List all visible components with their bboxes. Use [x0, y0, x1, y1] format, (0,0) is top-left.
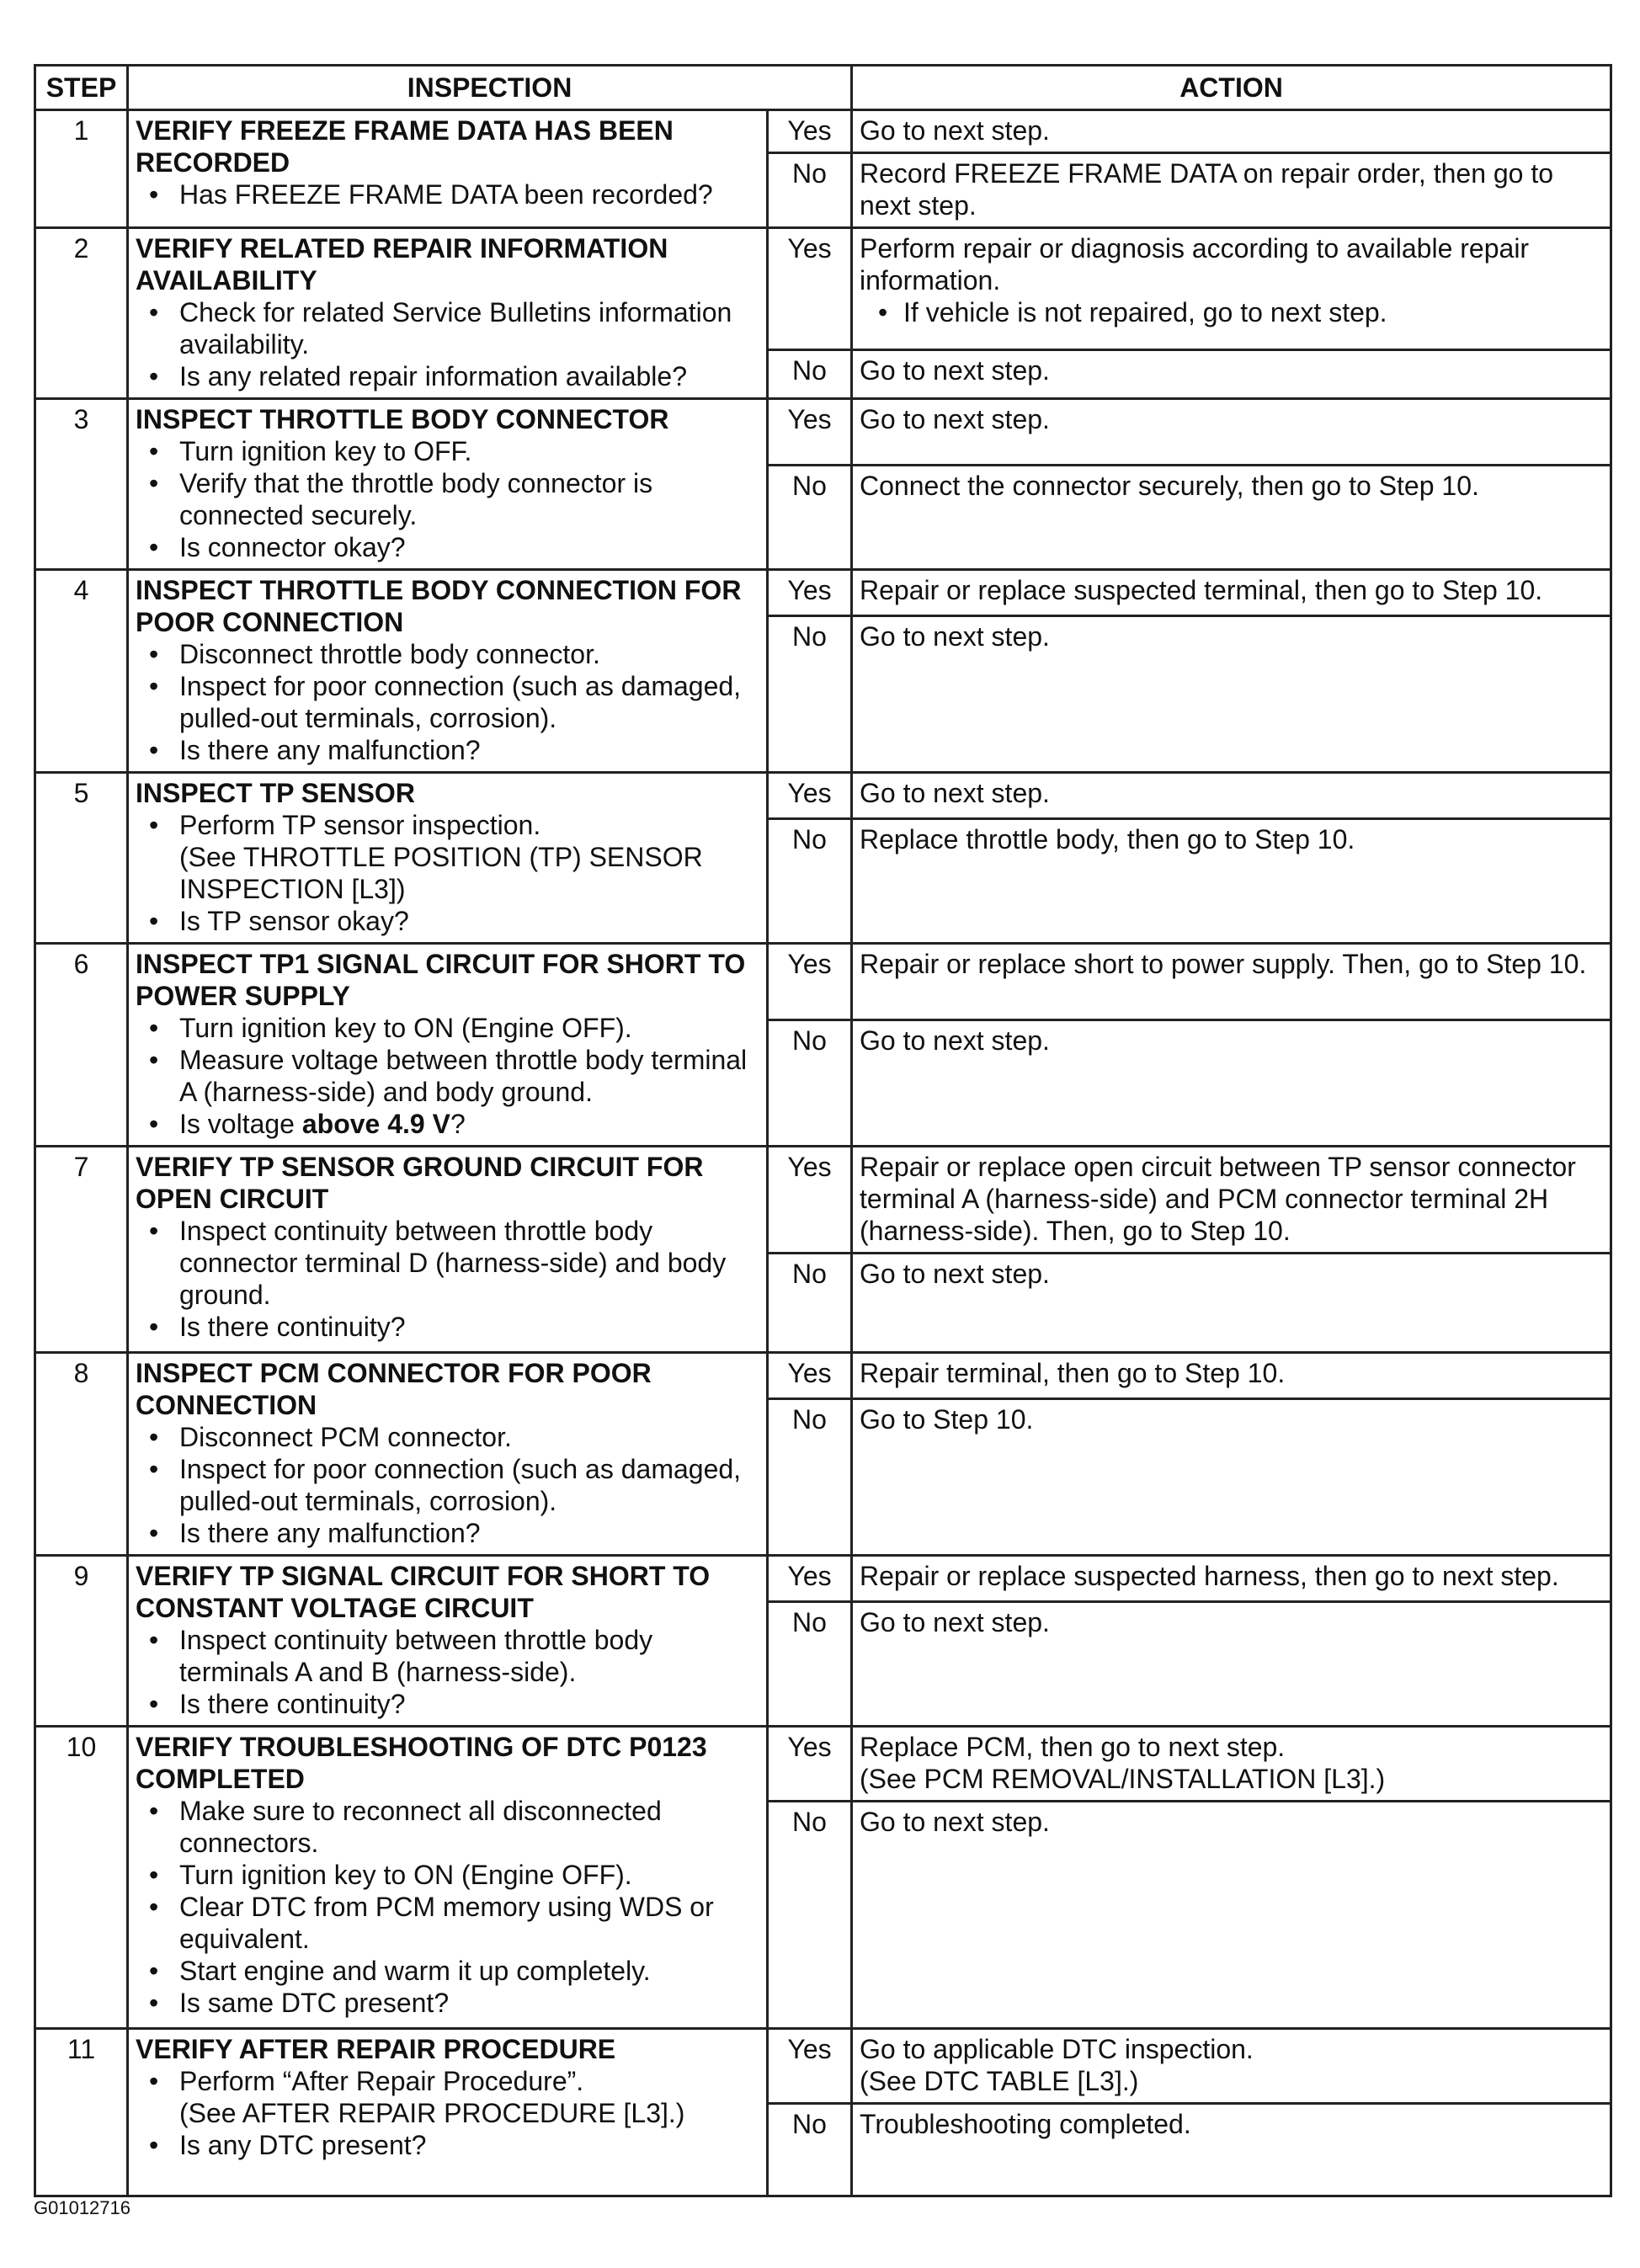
inspection-cell: [128, 110, 768, 228]
yes-action-cell: [852, 1727, 1611, 1802]
inspection-bullet: • Make sure to reconnect all disconnected connectors.: [179, 1795, 759, 1859]
inspection-cell: [128, 399, 768, 570]
step-number: 9: [35, 1556, 128, 1727]
step-number: 2: [35, 228, 128, 399]
inspection-bullet: • Is there any malfunction?: [179, 734, 759, 766]
yes-action: Repair or replace open circuit between TP sensor connector terminal A (harness-side) and PCM connector terminal 2H (harness-side). Then, go to Step 10.: [852, 1147, 1611, 1254]
inspection-bullets: [136, 1624, 759, 1720]
inspection-title: INSPECT THROTTLE BODY CONNECTOR: [136, 404, 669, 434]
yes-action: Go to applicable DTC inspection.: [860, 2034, 1254, 2064]
yes-label: Yes: [768, 570, 852, 616]
yes-action-cell: [852, 228, 1611, 350]
inspection-bullet: • Turn ignition key to ON (Engine OFF).: [179, 1012, 759, 1044]
inspection-title: VERIFY AFTER REPAIR PROCEDURE: [136, 2034, 616, 2064]
no-label: No: [768, 1399, 852, 1556]
inspection-reference: (See THROTTLE POSITION (TP) SENSOR INSPECTION [L3]): [179, 842, 703, 904]
inspection-cell: [128, 944, 768, 1147]
no-action: Go to next step.: [852, 1602, 1611, 1727]
step-row-yes: [35, 944, 1611, 1020]
inspection-bullet: • Is same DTC present?: [179, 1987, 759, 2019]
yes-label: Yes: [768, 110, 852, 153]
inspection-bullet: • Perform TP sensor inspection.: [179, 809, 759, 841]
inspection-title: VERIFY TROUBLESHOOTING OF DTC P0123 COMPLETED: [136, 1732, 707, 1794]
step-row-yes: [35, 399, 1611, 466]
step-number: 8: [35, 1353, 128, 1556]
inspection-title: VERIFY RELATED REPAIR INFORMATION AVAILABILITY: [136, 233, 668, 295]
step-number: 4: [35, 570, 128, 773]
step-row-yes: [35, 2029, 1611, 2104]
no-label: No: [768, 616, 852, 773]
no-action: Record FREEZE FRAME DATA on repair order, then go to next step.: [852, 153, 1611, 228]
yes-action-cell: [852, 2029, 1611, 2104]
figure-code: G01012716: [34, 2197, 130, 2218]
yes-action: Go to next step.: [852, 110, 1611, 153]
inspection-bullet: [179, 1108, 759, 1140]
no-label: No: [768, 1602, 852, 1727]
inspection-bullet: • Is any related repair information available?: [179, 360, 759, 392]
yes-label: Yes: [768, 1727, 852, 1802]
inspection-cell: [128, 1727, 768, 2029]
yes-label: Yes: [768, 228, 852, 350]
question-threshold: above 4.9 V: [301, 1109, 450, 1139]
no-label: No: [768, 1020, 852, 1147]
inspection-bullet: • Inspect continuity between throttle body connector terminal D (harness-side) and body ground.: [179, 1215, 759, 1311]
step-number: 6: [35, 944, 128, 1147]
inspection-bullet: • Turn ignition key to OFF.: [179, 435, 759, 467]
yes-action-reference: (See PCM REMOVAL/INSTALLATION [L3].): [860, 1764, 1386, 1794]
step-number: 7: [35, 1147, 128, 1353]
yes-action: Repair or replace suspected harness, then go to next step.: [852, 1556, 1611, 1602]
no-action: Go to next step.: [852, 1254, 1611, 1353]
inspection-bullets: [136, 2065, 759, 2161]
inspection-bullet: • Inspect continuity between throttle body terminals A and B (harness-side).: [179, 1624, 759, 1688]
no-label: No: [768, 153, 852, 228]
no-action: Replace throttle body, then go to Step 10.: [852, 819, 1611, 944]
no-action: Connect the connector securely, then go to Step 10.: [852, 466, 1611, 570]
step-row-yes: [35, 1556, 1611, 1602]
inspection-bullet: • Is there continuity?: [179, 1688, 759, 1720]
inspection-reference: (See AFTER REPAIR PROCEDURE [L3].): [179, 2098, 685, 2128]
step-row-yes: [35, 570, 1611, 616]
step-number: 5: [35, 773, 128, 944]
inspection-bullets: [136, 1215, 759, 1343]
inspection-cell: [128, 1353, 768, 1556]
step-row-yes: [35, 773, 1611, 819]
no-label: No: [768, 2104, 852, 2196]
inspection-cell: [128, 570, 768, 773]
no-label: No: [768, 466, 852, 570]
yes-action-reference: (See DTC TABLE [L3].): [860, 2066, 1139, 2096]
yes-action: Repair or replace suspected terminal, then go to Step 10.: [852, 570, 1611, 616]
inspection-bullet: • Turn ignition key to ON (Engine OFF).: [179, 1859, 759, 1891]
inspection-title: INSPECT TP SENSOR: [136, 778, 415, 808]
step-row-yes: [35, 110, 1611, 153]
yes-label: Yes: [768, 944, 852, 1020]
inspection-bullet: • Is there any malfunction?: [179, 1517, 759, 1549]
inspection-cell: [128, 773, 768, 944]
inspection-bullet: • Measure voltage between throttle body terminal A (harness-side) and body ground.: [179, 1044, 759, 1108]
yes-action: Perform repair or diagnosis according to available repair information.: [860, 233, 1530, 295]
inspection-bullet: • Is connector okay?: [179, 531, 759, 563]
no-label: No: [768, 1254, 852, 1353]
inspection-bullet: • Inspect for poor connection (such as damaged, pulled-out terminals, corrosion).: [179, 1453, 759, 1517]
no-action: Troubleshooting completed.: [852, 2104, 1611, 2196]
step-number: 10: [35, 1727, 128, 2029]
inspection-bullet: • Check for related Service Bulletins information availability.: [179, 296, 759, 360]
no-action: Go to next step.: [852, 349, 1611, 398]
inspection-cell: [128, 1556, 768, 1727]
step-number: 11: [35, 2029, 128, 2196]
inspection-bullet: • Has FREEZE FRAME DATA been recorded?: [179, 178, 759, 210]
inspection-title: VERIFY FREEZE FRAME DATA HAS BEEN RECORDED: [136, 115, 674, 178]
no-action: Go to next step.: [852, 1020, 1611, 1147]
no-action: Go to Step 10.: [852, 1399, 1611, 1556]
yes-label: Yes: [768, 2029, 852, 2104]
no-action: Go to next step.: [852, 616, 1611, 773]
step-number: 1: [35, 110, 128, 228]
yes-action: Repair or replace short to power supply. Then, go to Step 10.: [852, 944, 1611, 1020]
header-inspection: INSPECTION: [128, 66, 852, 110]
inspection-bullet: • Disconnect throttle body connector.: [179, 638, 759, 670]
inspection-bullet: • Verify that the throttle body connector is connected securely.: [179, 467, 759, 531]
inspection-title: INSPECT TP1 SIGNAL CIRCUIT FOR SHORT TO POWER SUPPLY: [136, 949, 746, 1011]
inspection-bullets: [136, 1012, 759, 1140]
step-number: 3: [35, 399, 128, 570]
inspection-title: INSPECT PCM CONNECTOR FOR POOR CONNECTION: [136, 1358, 652, 1420]
no-label: No: [768, 349, 852, 398]
inspection-cell: [128, 1147, 768, 1353]
yes-label: Yes: [768, 1556, 852, 1602]
step-row-yes: [35, 1147, 1611, 1254]
inspection-title: VERIFY TP SENSOR GROUND CIRCUIT FOR OPEN CIRCUIT: [136, 1152, 704, 1214]
yes-label: Yes: [768, 1353, 852, 1399]
question-suffix: ?: [450, 1109, 466, 1139]
yes-action: Go to next step.: [852, 773, 1611, 819]
question-prefix: Is voltage: [179, 1109, 302, 1139]
yes-label: Yes: [768, 399, 852, 466]
inspection-bullets: [136, 1421, 759, 1549]
inspection-title: INSPECT THROTTLE BODY CONNECTION FOR POOR CONNECTION: [136, 575, 742, 637]
yes-action: Replace PCM, then go to next step.: [860, 1732, 1286, 1762]
step-row-yes: [35, 1353, 1611, 1399]
no-action: Go to next step.: [852, 1802, 1611, 2029]
inspection-title: VERIFY TP SIGNAL CIRCUIT FOR SHORT TO CONSTANT VOLTAGE CIRCUIT: [136, 1561, 711, 1623]
inspection-bullet: • Inspect for poor connection (such as damaged, pulled-out terminals, corrosion).: [179, 670, 759, 734]
inspection-bullets: [136, 178, 759, 210]
yes-action-sub: • If vehicle is not repaired, go to next step.: [903, 296, 1603, 328]
step-row-yes: [35, 1727, 1611, 1802]
inspection-bullets: [136, 1795, 759, 2019]
no-label: No: [768, 1802, 852, 2029]
yes-action-bullets: [860, 296, 1603, 328]
inspection-bullet: • Start engine and warm it up completely.: [179, 1955, 759, 1987]
step-row-yes: [35, 228, 1611, 350]
no-label: No: [768, 819, 852, 944]
inspection-bullet: • Is TP sensor okay?: [179, 905, 759, 937]
yes-action: Go to next step.: [852, 399, 1611, 466]
inspection-cell: [128, 228, 768, 399]
header-row: [35, 66, 1611, 110]
inspection-bullets: [136, 638, 759, 766]
inspection-bullet: • Clear DTC from PCM memory using WDS or equivalent.: [179, 1891, 759, 1955]
inspection-bullet: • Perform “After Repair Procedure”.: [179, 2065, 759, 2097]
inspection-bullets: [136, 296, 759, 392]
inspection-cell: [128, 2029, 768, 2196]
yes-action: Repair terminal, then go to Step 10.: [852, 1353, 1611, 1399]
inspection-bullet: • Disconnect PCM connector.: [179, 1421, 759, 1453]
inspection-bullets: [136, 809, 759, 937]
yes-label: Yes: [768, 773, 852, 819]
inspection-bullet: • Is any DTC present?: [179, 2129, 759, 2161]
inspection-bullet: • Is there continuity?: [179, 1311, 759, 1343]
procedure-table: [34, 64, 1612, 2197]
header-action: ACTION: [852, 66, 1611, 110]
inspection-bullets: [136, 435, 759, 563]
yes-label: Yes: [768, 1147, 852, 1254]
header-step: STEP: [35, 66, 128, 110]
